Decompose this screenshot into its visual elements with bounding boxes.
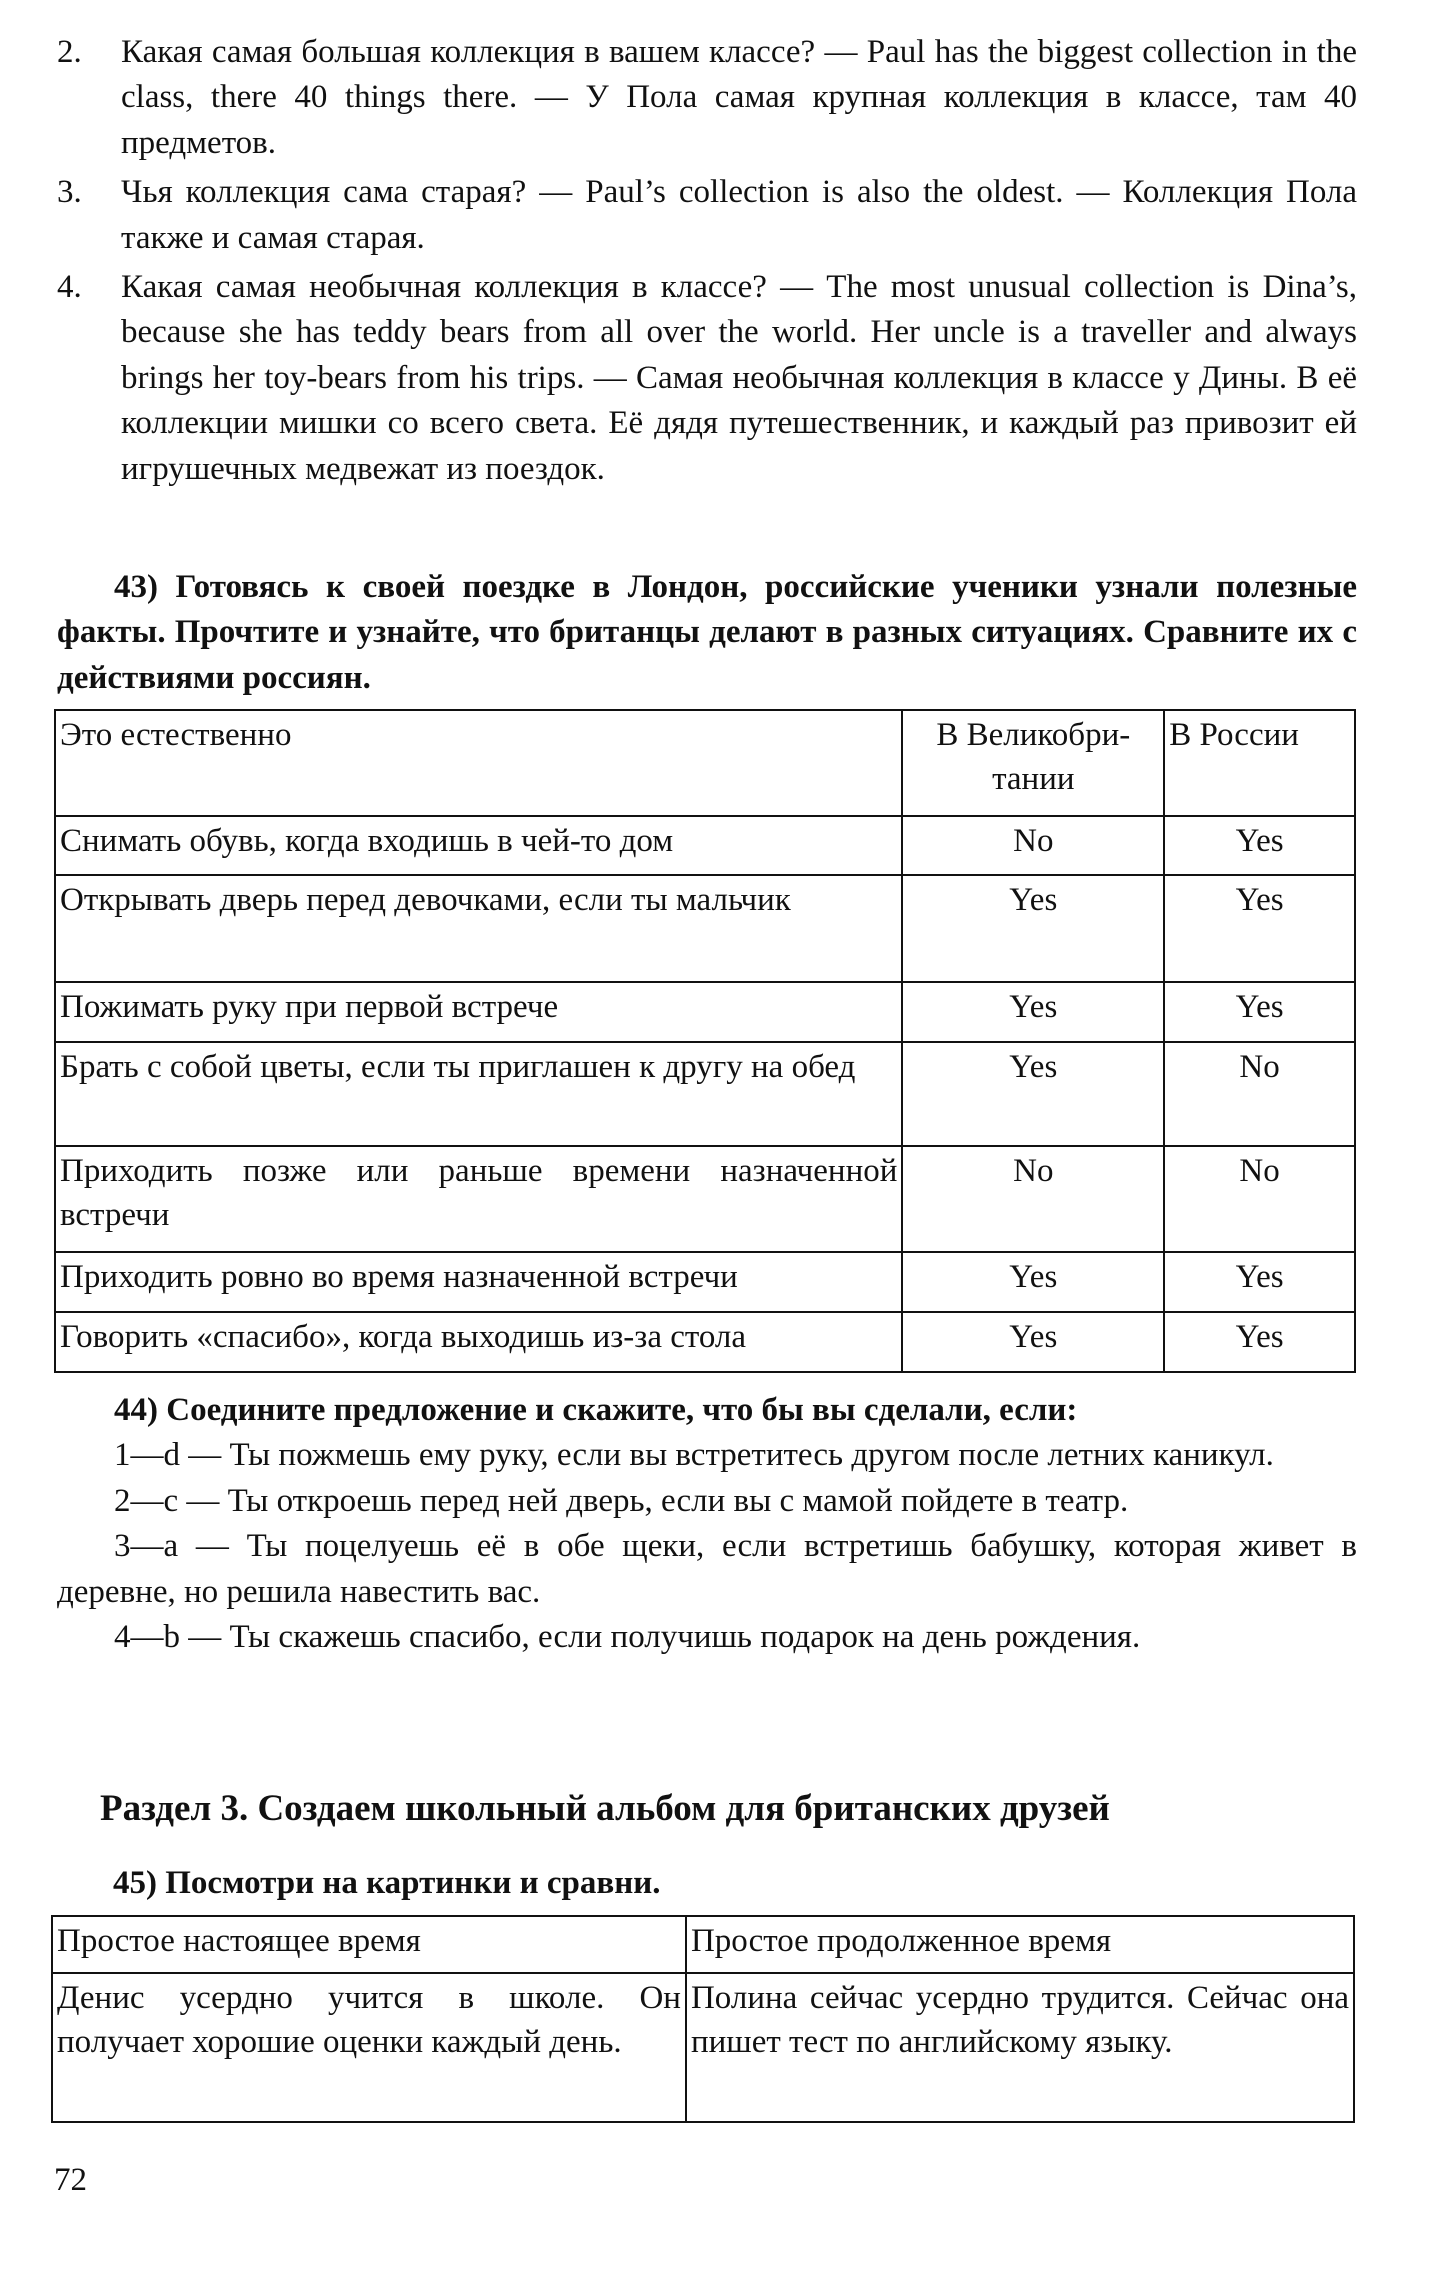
- item-text: Чья коллекция сама старая? — Paul’s collection is also the oldest. — Коллекция Пола также и самая старая.: [121, 174, 1357, 256]
- table-row: [55, 1312, 1355, 1372]
- britain-cell: Yes: [902, 982, 1164, 1042]
- table-row: [55, 1146, 1355, 1252]
- list-item: [57, 265, 1357, 492]
- situation-cell: Брать с собой цветы, если ты приглашен к другу на обед: [55, 1042, 902, 1146]
- table-row: [55, 982, 1355, 1042]
- britain-cell: Yes: [902, 1312, 1164, 1372]
- russia-cell: No: [1164, 1042, 1355, 1146]
- answers-list: [57, 30, 1357, 492]
- answer-line: 1—d — Ты пожмешь ему руку, если вы встретитесь другом после летних каникул.: [114, 1437, 1274, 1474]
- item-number: 4.: [57, 269, 82, 306]
- situation-cell: Открывать дверь перед девочками, если ты мальчик: [55, 875, 902, 982]
- item-text: Какая самая необычная коллекция в классе? — The most unusual collection is Dina’s, because she has teddy bears from all over the world. Her uncle is a traveller and always brings her toy-bears from his trips. — Самая необычная коллекция в классе у Дины. В её коллекции мишки со всего света. Её дядя путешественник, и каждый раз привозит ей игрушечных медвежат из поездок.: [121, 269, 1357, 487]
- header-cell: В России: [1164, 710, 1355, 816]
- britain-cell: Yes: [902, 1252, 1164, 1312]
- answer-line: 4—b — Ты скажешь спасибо, если получишь подарок на день рождения.: [114, 1619, 1141, 1656]
- russia-cell: Yes: [1164, 816, 1355, 875]
- russia-cell: No: [1164, 1146, 1355, 1252]
- table-row: [55, 816, 1355, 875]
- item-number: 3.: [57, 174, 82, 211]
- table-row: [55, 875, 1355, 982]
- answer-line: 2—c — Ты откроешь перед ней дверь, если вы с мамой пойдете в театр.: [114, 1482, 1129, 1519]
- customs-table: [54, 709, 1356, 1373]
- table-header-row: [52, 1916, 1354, 1973]
- item-text: Какая самая большая коллекция в вашем классе? — Paul has the biggest collection in the class, there 40 things there. — У Пола самая крупная коллекция в классе, там 40 предметов.: [121, 34, 1357, 161]
- task-45-heading: 45) Посмотри на картинки и сравни.: [113, 1865, 661, 1901]
- table-row: [55, 1252, 1355, 1312]
- russia-cell: Yes: [1164, 875, 1355, 982]
- header-cell: Это естественно: [55, 710, 902, 816]
- russia-cell: Yes: [1164, 982, 1355, 1042]
- header-cell: В Великобри-тании: [902, 710, 1164, 816]
- britain-cell: Yes: [902, 1042, 1164, 1146]
- task-43-heading: 43) Готовясь к своей поездке в Лондон, российские ученики узнали полезные факты. Прочтите и узнайте, что британцы делают в разных ситуациях. Сравните их с действиями россиян.: [57, 569, 1357, 696]
- situation-cell: Приходить позже или раньше времени назначенной встречи: [55, 1146, 902, 1252]
- header-cell: Простое продолженное время: [686, 1916, 1354, 1973]
- list-item: [57, 30, 1357, 166]
- item-number: 2.: [57, 34, 82, 70]
- table-cell: Полина сейчас усердно трудится. Сейчас она пишет тест по английскому языку.: [686, 1973, 1354, 2122]
- answer-line: 3—a — Ты поцелуешь её в обе щеки, если встретишь бабушку, которая живет в деревне, но решила навестить вас.: [57, 1528, 1357, 1610]
- situation-cell: Говорить «спасибо», когда выходишь из-за стола: [55, 1312, 902, 1372]
- list-item: [57, 170, 1357, 261]
- situation-cell: Пожимать руку при первой встрече: [55, 982, 902, 1042]
- britain-cell: Yes: [902, 875, 1164, 982]
- tenses-table: [51, 1915, 1355, 2123]
- table-row: [52, 1973, 1354, 2122]
- situation-cell: Снимать обувь, когда входишь в чей-то дом: [55, 816, 902, 875]
- britain-cell: No: [902, 1146, 1164, 1252]
- russia-cell: Yes: [1164, 1312, 1355, 1372]
- task-44-heading: 44) Соедините предложение и скажите, что бы вы сделали, если:: [114, 1392, 1078, 1428]
- table-header-row: [55, 710, 1355, 816]
- situation-cell: Приходить ровно во время назначенной встречи: [55, 1252, 902, 1312]
- section-title: Раздел 3. Создаем школьный альбом для британских друзей: [100, 1788, 1110, 1829]
- britain-cell: No: [902, 816, 1164, 875]
- header-cell: Простое настоящее время: [52, 1916, 686, 1973]
- task-44: [57, 1388, 1357, 1660]
- page-number: 72: [54, 2162, 87, 2198]
- table-cell: Денис усердно учится в школе. Он получает хорошие оценки каждый день.: [52, 1973, 686, 2122]
- table-row: [55, 1042, 1355, 1146]
- russia-cell: Yes: [1164, 1252, 1355, 1312]
